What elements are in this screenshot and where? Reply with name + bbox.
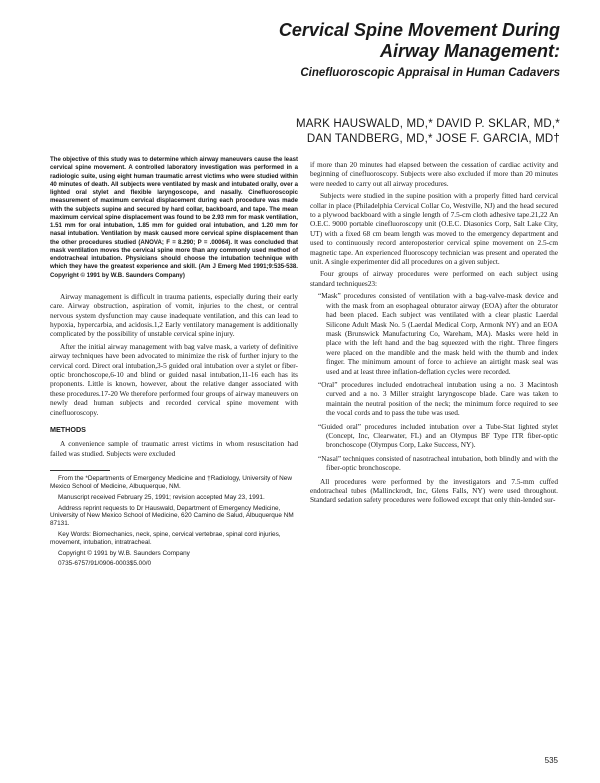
footnote-reprint-address: Address reprint requests to Dr Hauswald, Department of Emergency Medicine, University of New Mexico School of Medicine, 620 Camino de Salud, Albuquerque NM 87131. xyxy=(50,504,294,528)
article-title-line-1: Cervical Spine Movement During xyxy=(278,20,560,40)
intro-paragraph-2: After the initial airway management with bag valve mask, a variety of definitive airway techniques have been advocated to minimize the risk of further injury to the cervical cord. Direct oral intubation,3-5 guided oral intubation over a stylet or fiber-optic bronchoscope,6-10 and blind or guided nasal intubation,11-16 each has its proponents. Little is known, however, about the relative danger associated with these procedures.17-20 We therefore performed four groups of airway maneuvers on newly dead human subjects and recorded cervical spine movement with cinefluoroscopy. xyxy=(50,341,298,417)
article-title-line-2: Airway Management: xyxy=(379,41,560,61)
footnote-divider xyxy=(50,470,110,471)
footnote-affiliation: From the *Departments of Emergency Medicine and †Radiology, University of New Mexico School of Medicine, Albuquerque, NM. xyxy=(50,475,292,491)
methods-paragraph-1: A convenience sample of traumatic arrest victims in whom resuscitation had failed was studied. Subjects were excluded xyxy=(50,439,298,458)
methods-paragraph-2: Subjects were studied in the supine position with a properly fitted hard cervical collar in place (Philadelphia Cervical Collar Co, Westville, NJ) and the head secured to a plywood backboard with a single length of 7.5-cm cloth adhesive tape.21,22 An O.E.C. 9000 portable cinefluoroscopy unit (O.E.C. Diasonics Corp, Salt Lake City, UT) with a fixed 68 cm beam length was moved to the emergency department and used to continuously record anteroposterior cervical spine movement on 2.5-cm magnetic tape. An experienced fluoroscopy technician was present and operated the unit. A single experimenter did all procedures on a given subject. xyxy=(310,191,558,267)
procedure-item-mask: “Mask” procedures consisted of ventilation with a bag-valve-mask device and with the mask from an esophageal obturator airway (EOA) after the obturator had been placed. Each subject was ventilated with a clear plastic Laerdal Silicone Adult Mask No. 5 (Laerdal Medical Corp, Armonk NY) and an EOA mask (Brunswick Manufacturing Co, Wareham, MA). Masks were held in place with the left hand and the bag squeezed with the right. Three fingers were placed on the mandible and the mask held with the thumb and index finger. The minimum amount of force to achieve an airtight mask seal was used and at least three inflation-deflation cycles were recorded. xyxy=(318,291,558,376)
procedure-item-guided-oral: “Guided oral” procedures included intubation over a Tube-Stat lighted stylet (Concept, Inc, Clearwater, FL) and an Olympus BF Type ITR fiber-optic bronchoscope (Olympus Corp, Lake Success, NY). xyxy=(318,421,558,450)
title-block xyxy=(140,20,560,79)
left-column xyxy=(50,156,298,571)
intro-paragraph-1: Airway management is difficult in trauma patients, especially during their early care. Airway obstruction, aspiration of vomit, injuries to the chest, or central nervous system dysfunction may cause inadequate ventilation, and this can lead to hypoxia, hypercarbia, and acidosis.1,2 Early ventilatory management is additionally complicated by the possibility of unstable cervical spine injury. xyxy=(50,291,298,339)
methods-paragraph-1-continued: if more than 20 minutes had elapsed between the cessation of cardiac activity and beginning of cinefluoroscopy. Subjects were also excluded if more than 20 minutes were needed to carry out all airway procedures. xyxy=(310,160,558,188)
procedure-list xyxy=(310,291,558,472)
procedure-item-oral: “Oral” procedures included endotracheal intubation using a no. 3 Macintosh curved and a no. 3 Miller straight laryngoscope blade. Care was taken to maintain the neutral position of the neck; the minimum force required to see the vocal cords and to pass the tube was used. xyxy=(318,379,558,418)
article-title xyxy=(140,20,560,62)
methods-heading: METHODS xyxy=(50,425,86,435)
methods-paragraph-3: Four groups of airway procedures were performed on each subject using standard techniques23: xyxy=(310,269,558,288)
author-list xyxy=(140,117,560,147)
page-number: 535 xyxy=(544,756,558,765)
procedure-item-nasal: “Nasal” techniques consisted of nasotracheal intubation, both blindly and with the fiber-optic bronchoscope. xyxy=(318,453,558,473)
footnote-code: 0735-6757/91/0906-0003$5.00/0 xyxy=(58,560,152,568)
article-subtitle: Cinefluoroscopic Appraisal in Human Cadavers xyxy=(300,67,560,79)
abstract: The objective of this study was to determine which airway maneuvers cause the least cervical spine movement. A controlled laboratory investigation was performed in a radiologic suite, using eight human traumatic arrest victims who were studied within 40 minutes of death. All subjects were ventilated by mask and intubated orally, over a lighted oral stylet and flexible laryngoscope, and nasally. Cinefluoroscopic measurement of maximum cervical displacement during each procedure was made with the subjects supine and secured by hard collar, backboard, and tape. The mean maximum cervical spine displacement was found to be 2.93 mm for mask ventilation, 1.51 mm for oral intubation, 1.85 mm for guided oral intubation, and 1.20 mm for nasal intubation. Ventilation by mask caused more cervical spine displacement than the other procedures studied (ANOVA; F = 8.290; P = .00064). It was concluded that mask ventilation moves the cervical spine more than any commonly used method of endotracheal intubation. Physicians should choose the intubation technique with which they have the greatest experience and skill. (Am J Emerg Med 1991;9:535-538. Copyright © 1991 by W.B. Saunders Company) xyxy=(50,156,298,279)
footnote-manuscript-dates: Manuscript received February 25, 1991; revision accepted May 23, 1991. xyxy=(58,493,265,501)
authors-line-2: DAN TANDBERG, MD,* JOSE F. GARCIA, MD† xyxy=(306,133,560,145)
footnote-copyright: Copyright © 1991 by W.B. Saunders Company xyxy=(58,549,190,557)
methods-paragraph-4: All procedures were performed by the investigators and 7.5-mm cuffed endotracheal tubes (Mallinckrodt, Inc, Glens Falls, NY) were used throughout. Standard sedation safety procedures were followed except that only thin-lended sur- xyxy=(310,476,558,505)
authors-line-1: MARK HAUSWALD, MD,* DAVID P. SKLAR, MD,* xyxy=(295,118,560,130)
footnote-key-words: Key Words: Biomechanics, neck, spine, cervical vertebrae, spinal cord injuries, movement, intubation, intratracheal. xyxy=(50,531,281,546)
footnotes xyxy=(50,475,298,568)
right-column xyxy=(310,160,558,508)
